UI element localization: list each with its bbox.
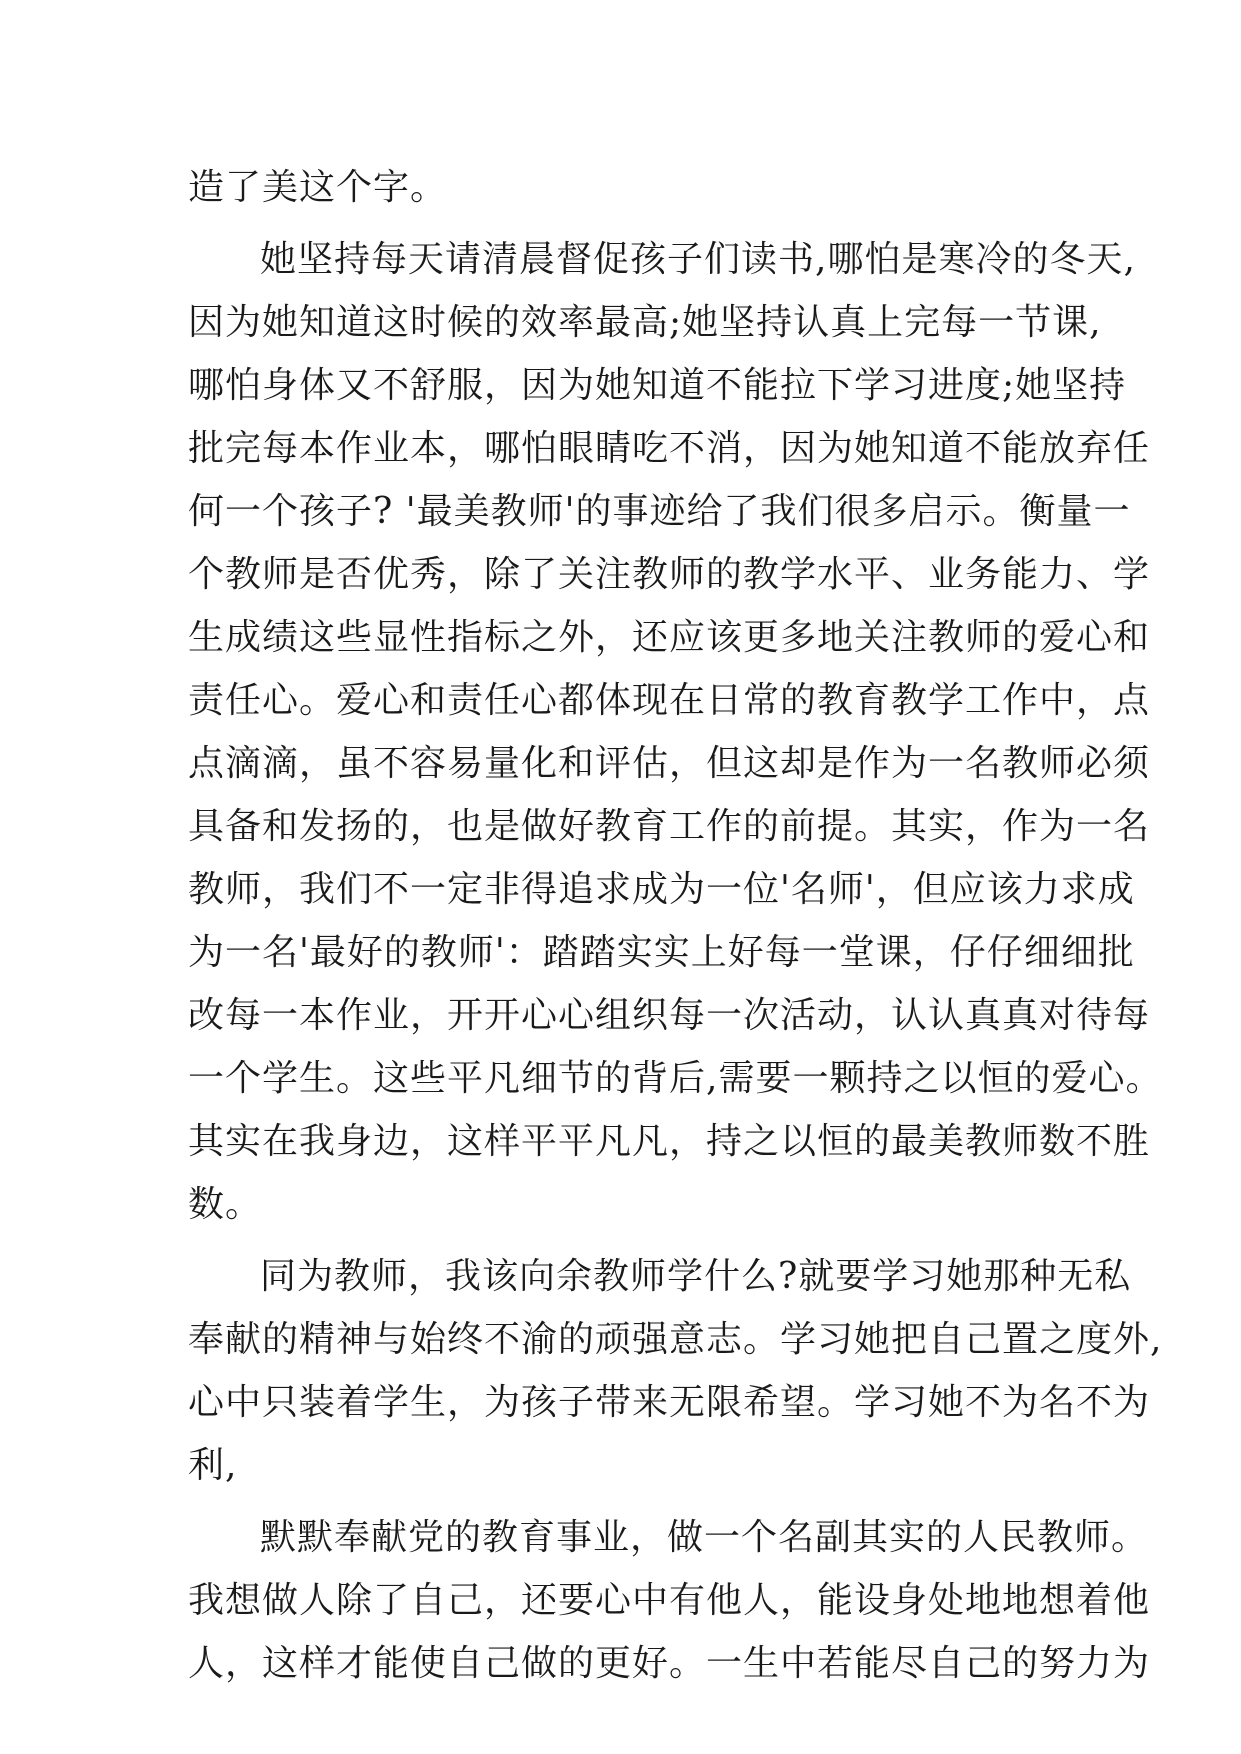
paragraph-start-line: 默默奉献党的教育事业，做一个名副其实的人民教师。 bbox=[260, 1517, 1149, 1558]
text-line: 批完每本作业本，哪怕眼睛吃不消，因为她知道不能放弃任 bbox=[188, 428, 1151, 469]
text-line: 个教师是否优秀，除了关注教师的教学水平、业务能力、学 bbox=[188, 554, 1151, 595]
text-line: 点滴滴，虽不容易量化和评估，但这却是作为一名教师必须 bbox=[188, 743, 1151, 784]
text-line: 利, bbox=[188, 1445, 238, 1486]
text-line: 生成绩这些显性指标之外，还应该更多地关注教师的爱心和 bbox=[188, 617, 1151, 658]
text-line: 其实在我身边，这样平平凡凡，持之以恒的最美教师数不胜 bbox=[188, 1121, 1151, 1162]
text-line: 心中只装着学生，为孩子带来无限希望。学习她不为名不为 bbox=[188, 1382, 1151, 1423]
text-line: 哪怕身体又不舒服，因为她知道不能拉下学习进度;她坚持 bbox=[188, 365, 1127, 406]
text-line: 责任心。爱心和责任心都体现在日常的教育教学工作中，点 bbox=[188, 680, 1151, 721]
paragraph-start-line: 她坚持每天请清晨督促孩子们读书,哪怕是寒冷的冬天, bbox=[260, 239, 1136, 280]
text-line: 因为她知道这时候的效率最高;她坚持认真上完每一节课, bbox=[188, 302, 1102, 343]
text-line: 奉献的精神与始终不渝的顽强意志。学习她把自己置之度外, bbox=[188, 1319, 1163, 1360]
text-line: 一个学生。这些平凡细节的背后,需要一颗持之以恒的爱心。 bbox=[188, 1058, 1163, 1099]
text-line: 我想做人除了自己，还要心中有他人，能设身处地地想着他 bbox=[188, 1580, 1151, 1621]
text-line: 造了美这个字。 bbox=[188, 167, 448, 208]
text-line: 何一个孩子? '最美教师'的事迹给了我们很多启示。衡量一 bbox=[188, 491, 1131, 532]
text-line: 数。 bbox=[188, 1184, 263, 1225]
text-line: 改每一本作业，开开心心组织每一次活动，认认真真对待每 bbox=[188, 995, 1151, 1036]
text-line: 人，这样才能使自己做的更好。一生中若能尽自己的努力为 bbox=[188, 1643, 1151, 1684]
paragraph-start-line: 同为教师，我该向余教师学什么?就要学习她那种无私 bbox=[260, 1256, 1132, 1297]
text-line: 具备和发扬的，也是做好教育工作的前提。其实，作为一名 bbox=[188, 806, 1151, 847]
text-line: 教师，我们不一定非得追求成为一位'名师'，但应该力求成 bbox=[188, 869, 1135, 910]
text-line: 为一名'最好的教师'：踏踏实实上好每一堂课，仔仔细细批 bbox=[188, 932, 1135, 973]
